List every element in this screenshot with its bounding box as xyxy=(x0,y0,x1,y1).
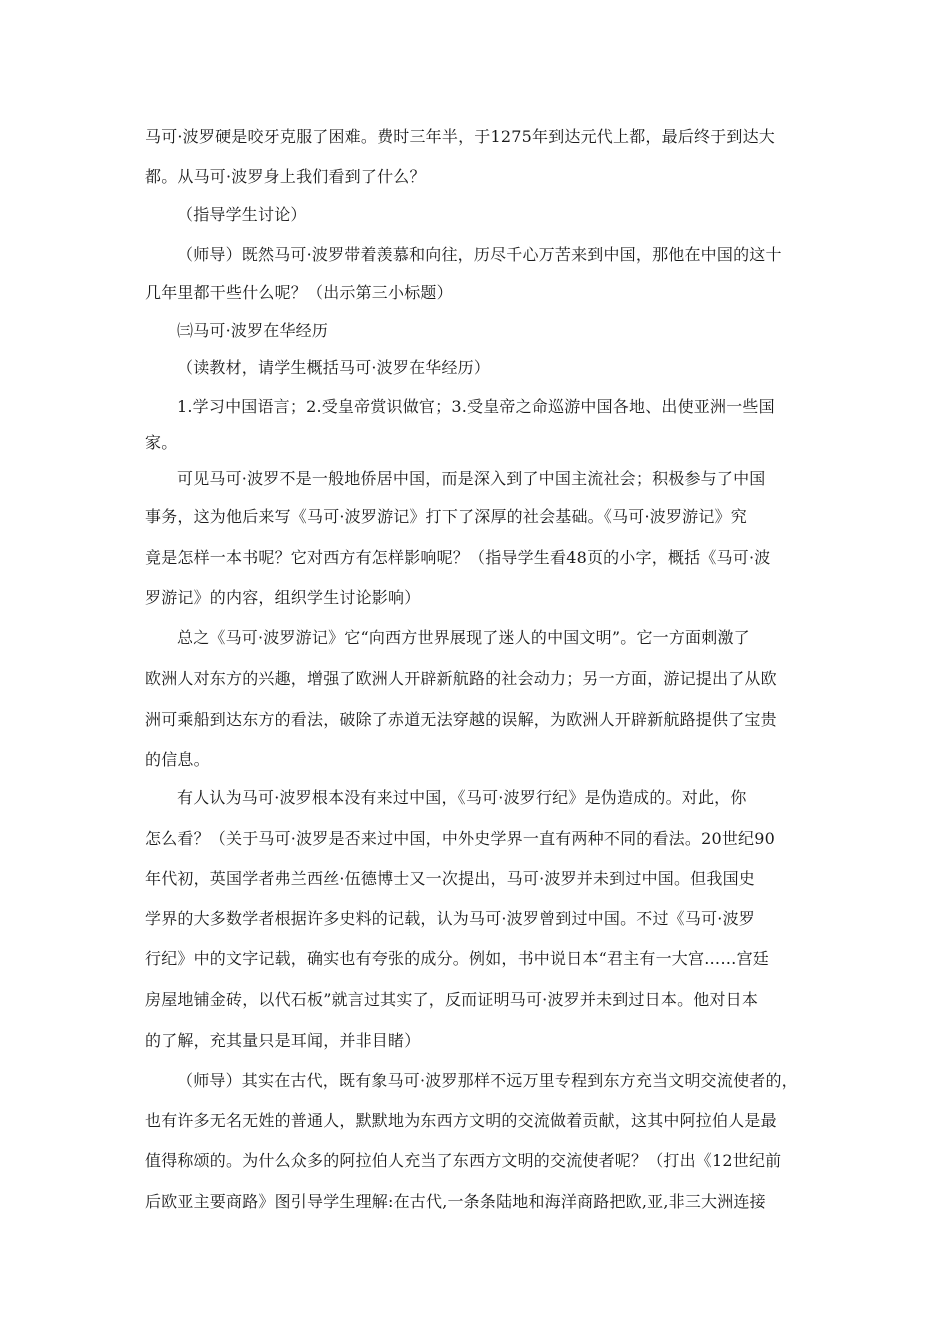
text-line: 几年里都干些什么呢？（出示第三小标题） xyxy=(145,283,453,302)
text-line: 罗游记》的内容，组织学生讨论影响） xyxy=(145,588,421,607)
text-line: （师导）其实在古代，既有象马可·波罗那样不远万里专程到东方充当文明交流使者的， xyxy=(177,1071,798,1090)
text-line: 年代初，英国学者弗兰西丝·伍德博士又一次提出，马可·波罗并未到过中国。但我国史 xyxy=(145,869,755,888)
text-line: （读教材，请学生概括马可·波罗在华经历） xyxy=(177,358,491,377)
text-line: 事务，这为他后来写《马可·波罗游记》打下了深厚的社会基础。《马可·波罗游记》究 xyxy=(145,507,747,526)
text-line: （师导）既然马可·波罗带着羡慕和向往，历尽千心万苦来到中国，那他在中国的这十 xyxy=(177,245,782,264)
text-line: 的信息。 xyxy=(145,750,210,769)
text-line: 总之《马可·波罗游记》它“向西方世界展现了迷人的中国文明”。它一方面刺激了 xyxy=(177,628,750,647)
text-line: 值得称颂的。为什么众多的阿拉伯人充当了东西方文明的交流使者呢？（打出《12世纪前 xyxy=(145,1151,782,1170)
text-line: 也有许多无名无姓的普通人，默默地为东西方文明的交流做着贡献，这其中阿拉伯人是最 xyxy=(145,1111,777,1130)
text-line: 有人认为马可·波罗根本没有来过中国，《马可·波罗行纪》是伪造成的。对此，你 xyxy=(177,788,747,807)
text-line: （指导学生讨论） xyxy=(177,205,307,224)
text-line: 马可·波罗硬是咬牙克服了困难。费时三年半，于1275年到达元代上都，最后终于到达大 xyxy=(145,127,776,146)
text-line: 的了解，充其量只是耳闻，并非目睹） xyxy=(145,1031,421,1050)
text-line: 后欧亚主要商路》图引导学生理解:在古代,一条条陆地和海洋商路把欧,亚,非三大洲连接 xyxy=(145,1192,766,1211)
text-line: 可见马可·波罗不是一般地侨居中国，而是深入到了中国主流社会；积极参与了中国 xyxy=(177,469,766,488)
text-line: 行纪》中的文字记载，确实也有夸张的成分。例如，书中说日本“君主有一大宫……宫廷 xyxy=(145,949,769,968)
text-line: 1.学习中国语言；2.受皇帝赏识做官；3.受皇帝之命巡游中国各地、出使亚洲一些国 xyxy=(177,397,775,416)
text-line: 房屋地铺金砖，以代石板”就言过其实了，反而证明马可·波罗并未到过日本。他对日本 xyxy=(145,990,759,1009)
text-line: 竟是怎样一本书呢？它对西方有怎样影响呢？（指导学生看48页的小字，概括《马可·波 xyxy=(145,548,771,567)
text-line: 家。 xyxy=(145,433,178,452)
text-line: 欧洲人对东方的兴趣，增强了欧洲人开辟新航路的社会动力；另一方面，游记提出了从欧 xyxy=(145,669,777,688)
section-heading: ㈢马可·波罗在华经历 xyxy=(177,321,329,340)
text-line: 怎么看？（关于马可·波罗是否来过中国，中外史学界一直有两种不同的看法。20世纪90 xyxy=(145,829,776,848)
text-line: 都。从马可·波罗身上我们看到了什么？ xyxy=(145,167,426,186)
text-line: 学界的大多数学者根据许多史料的记载，认为马可·波罗曾到过中国。不过《马可·波罗 xyxy=(145,909,755,928)
text-line: 洲可乘船到达东方的看法，破除了赤道无法穿越的误解，为欧洲人开辟新航路提供了宝贵 xyxy=(145,710,777,729)
